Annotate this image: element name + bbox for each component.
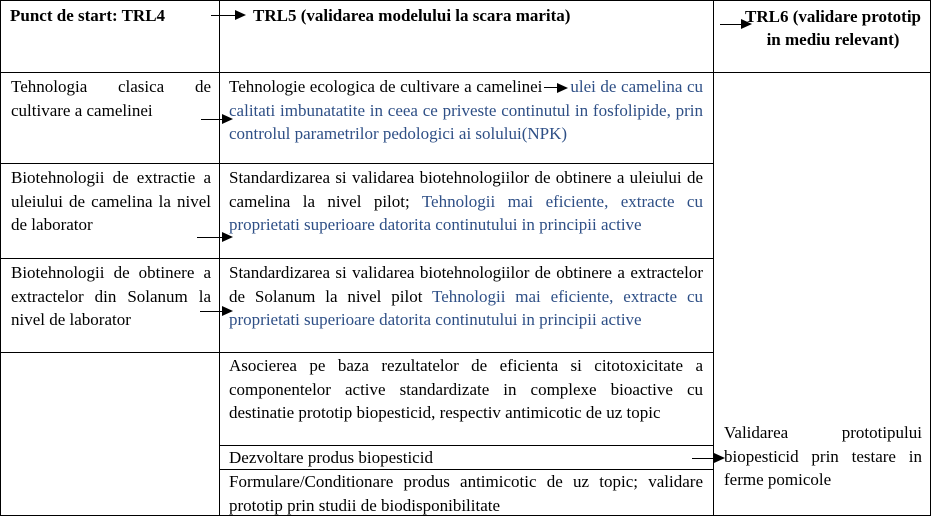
header-trl6-label: TRL6 (validare prototip in mediu relevant) [745, 7, 921, 49]
trl5-text: Standardizarea si validarea biotehnologiilor de obtinere a extractelor de Solanum la nivel pilot [229, 263, 703, 306]
trl5-text: Tehnologie ecologica de cultivare a camelinei [229, 77, 543, 96]
start-text: Biotehnologii de extractie a uleiului de camelina la nivel de laborator [11, 168, 211, 234]
arrow-icon [211, 15, 244, 16]
trl5-result-text: Tehnologii mai eficiente, extracte cu proprietati superioare datorita continutului in principii active [229, 191, 703, 234]
start-cell [11, 75, 211, 122]
trl5-text: Asocierea pe baza rezultatelor de eficienta si citotoxicitate a componentelor active standardizate in complexe bioactive cu destinatie prototip biopesticid, respectiv antimicotic de uz topic [229, 356, 703, 422]
arrow-icon [197, 237, 231, 238]
header-trl4 [10, 4, 206, 27]
trl6-cell [724, 421, 922, 492]
header-trl5-label: TRL5 (validarea modelului la scara marita) [253, 6, 571, 25]
col-divider [219, 0, 220, 516]
arrow-icon [200, 311, 231, 312]
header-trl4-label: Punct de start: TRL4 [10, 6, 166, 25]
header-trl5 [253, 4, 713, 27]
arrow-icon [201, 119, 231, 120]
trl5-result-text: ulei de camelina cu calitati imbunatatite in ceea ce priveste continutul in fosfolipide, prin controlul parametrilor pedologici ai solului(NPK) [229, 77, 704, 143]
trl5-text: Dezvoltare produs biopesticid [229, 448, 433, 467]
arrow-icon [544, 83, 568, 93]
table-border-left [0, 0, 1, 516]
start-cell [11, 261, 211, 332]
arrow-icon [692, 458, 723, 459]
start-text: Tehnologia clasica de cultivare a camelinei [11, 77, 211, 120]
row-divider [0, 72, 931, 73]
header-trl6 [740, 5, 926, 51]
trl5-cell [229, 354, 703, 425]
trl5-text: Formulare/Conditionare produs antimicotic de uz topic; validare prototip prin studii de biodisponibilitate [229, 472, 703, 515]
row-divider [0, 258, 714, 259]
trl6-text: Validarea prototipului biopesticid prin testare in ferme pomicole [724, 423, 922, 489]
row-divider [0, 163, 714, 164]
start-cell [11, 166, 211, 237]
trl5-cell [229, 261, 703, 332]
trl5-text: Standardizarea si validarea biotehnologiilor de obtinere a uleiului de camelina la nivel pilot; [229, 168, 703, 211]
table-border-right [930, 0, 931, 516]
trl5-result-text: Tehnologii mai eficiente, extracte cu proprietati superioare datorita continutului in principii active [229, 286, 703, 329]
trl5-cell [229, 166, 703, 237]
table-border-top [0, 0, 931, 1]
start-text: Biotehnologii de obtinere a extractelor din Solanum la nivel de laborator [11, 263, 211, 329]
trl5-cell [229, 75, 703, 146]
row-divider [0, 352, 714, 353]
trl5-cell [229, 446, 703, 470]
col-divider [713, 0, 714, 516]
trl5-cell [229, 470, 703, 517]
